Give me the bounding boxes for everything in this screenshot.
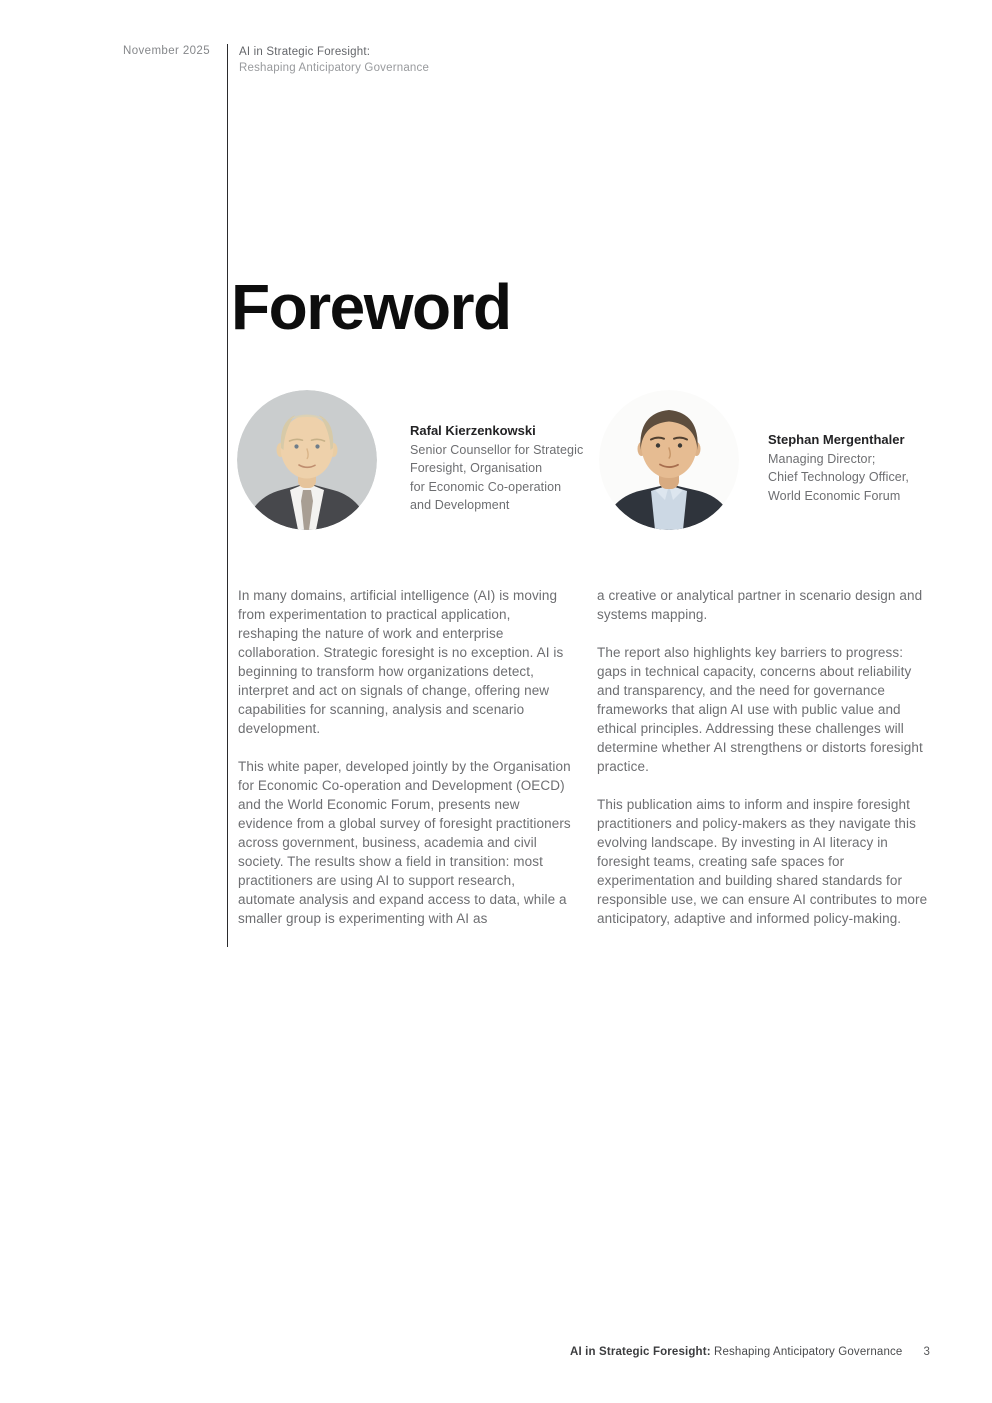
header-title-line2: Reshaping Anticipatory Governance	[239, 61, 430, 74]
author-title-line: Chief Technology Officer,	[768, 470, 910, 484]
author-title-line: for Economic Co-operation	[410, 479, 562, 494]
page-title: Foreword	[231, 271, 511, 343]
body-column-right	[597, 586, 934, 928]
avatar-stephan-mergenthaler	[599, 390, 739, 530]
header-running-title	[239, 45, 429, 76]
page-footer	[570, 1346, 930, 1358]
author-title-line: and Development	[410, 498, 510, 512]
paragraph: In many domains, artificial intelligence (AI) is moving from experimentation to practical application, reshaping the nature of work and enterprise collaboration. Strategic foresight is no exception. AI is beginning to transform how organizations detect, interpret and act on signals of change, offering new capabilities for scanning, analysis and scenario development.	[238, 588, 564, 736]
footer-title-bold: AI in Strategic Foresight:	[570, 1346, 711, 1358]
author-card	[410, 422, 583, 515]
portrait-illustration	[599, 390, 739, 530]
paragraph: This publication aims to inform and inspire foresight practitioners and policy-makers as they navigate this evolving landscape. By investing in AI literacy in foresight teams, creating safe spaces for experimentation and building shared standards for responsible use, we can ensure AI contributes to more anticipatory, adaptive and informed policy-making.	[597, 797, 928, 926]
author-title-line: World Economic Forum	[768, 488, 901, 503]
paragraph: a creative or analytical partner in scenario design and systems mapping.	[597, 588, 923, 622]
author-title-line: Managing Director;	[768, 451, 876, 466]
vertical-divider-rule	[227, 44, 228, 947]
portrait-illustration	[237, 390, 377, 530]
body-column-left	[238, 586, 572, 928]
author-name: Rafal Kierzenkowski	[410, 423, 536, 438]
footer-title-regular: Reshaping Anticipatory Governance	[710, 1346, 903, 1358]
page-number: 3	[923, 1346, 930, 1358]
paragraph: This white paper, developed jointly by the Organisation for Economic Co-operation and Development (OECD) and the World Economic Forum, presents new evidence from a global survey of foresight practitioners across government, business, academia and civil society. The results show a field in transition: most practitioners are using AI to support research, automate analysis and expand access to data, while a smaller group is experimenting with AI as	[238, 759, 571, 926]
header-date: November 2025	[123, 45, 211, 57]
author-card	[768, 431, 909, 505]
paragraph: The report also highlights key barriers to progress: gaps in technical capacity, concerns about reliability and transparency, and the need for governance frameworks that align AI use with public value and ethical principles. Addressing these challenges will determine whether AI strengthens or distorts foresight practice.	[597, 645, 923, 774]
author-title-line: Senior Counsellor for Strategic	[410, 442, 584, 457]
avatar-rafal-kierzenkowski	[237, 390, 377, 530]
header-title-line1: AI in Strategic Foresight:	[239, 46, 371, 58]
author-name: Stephan Mergenthaler	[768, 432, 905, 447]
author-title-line: Foresight, Organisation	[410, 461, 543, 475]
